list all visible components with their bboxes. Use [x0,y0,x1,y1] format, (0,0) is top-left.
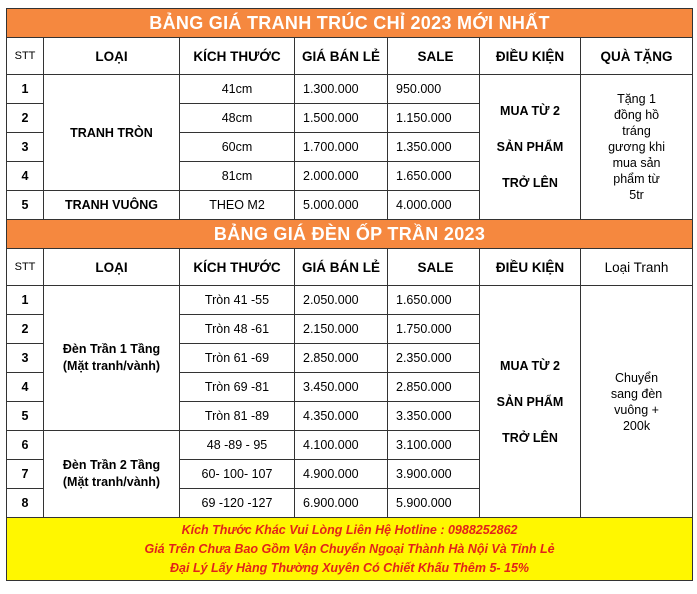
row-sale: 1.750.000 [388,315,480,344]
row-size: 81cm [180,162,295,191]
gift-line: đồng hồ [613,108,660,122]
gift-line: 5tr [629,188,644,202]
row-price: 4.350.000 [295,402,388,431]
section1-title: BẢNG GIÁ TRANH TRÚC CHỈ 2023 MỚI NHẤT [7,9,693,38]
section1-condition [480,75,581,220]
row-sale: 4.000.000 [388,191,480,220]
header-gift: QUÀ TẶNG [581,38,693,75]
row-size: Tròn 61 -69 [180,344,295,373]
row-sale: 3.900.000 [388,460,480,489]
footer-discount-note: Đại Lý Lấy Hàng Thường Xuyên Có Chiết Khấu Thêm 5- 15% [170,560,530,575]
row-stt: 2 [7,315,44,344]
row-price: 2.050.000 [295,286,388,315]
row-size: Tròn 81 -89 [180,402,295,431]
condition-line: MUA TỪ 2 [500,358,560,373]
group-one-tier [44,286,180,431]
row-sale: 3.100.000 [388,431,480,460]
row-stt: 3 [7,344,44,373]
row-sale: 950.000 [388,75,480,104]
section1-banner [7,9,693,38]
section2-header-row [7,249,693,286]
gift-line: phẩm từ [613,172,660,186]
group-label: Đèn Trần 1 Tầng [62,342,161,356]
price-table [6,8,693,581]
header-type: LOẠI [44,38,180,75]
note-line: Chuyển [615,370,659,385]
row-sale: 3.350.000 [388,402,480,431]
row-size: 69 -120 -127 [180,489,295,518]
header-condition: ĐIỀU KIỆN [480,249,581,286]
row-sale: 1.650.000 [388,286,480,315]
row-stt: 4 [7,162,44,191]
footer-hotline: Kích Thước Khác Vui Lòng Liên Hệ Hotline : 0988252862 [181,522,518,537]
header-stt: STT [7,38,44,75]
table-row [7,286,693,315]
section1-header-row [7,38,693,75]
row-price: 3.450.000 [295,373,388,402]
condition-line: SẢN PHẨM [496,140,564,154]
row-size: Tròn 41 -55 [180,286,295,315]
header-retail-price: GIÁ BÁN LẺ [295,249,388,286]
row-size: THEO M2 [180,191,295,220]
row-stt: 4 [7,373,44,402]
group-label: Đèn Trần 2 Tầng [62,458,161,472]
row-size: Tròn 48 -61 [180,315,295,344]
group-two-tier [44,431,180,518]
row-price: 1.300.000 [295,75,388,104]
gift-line: gương khi [608,140,665,154]
row-size: Tròn 69 -81 [180,373,295,402]
section2-title: BẢNG GIÁ ĐÈN ỐP TRẦN 2023 [7,220,693,249]
row-price: 2.150.000 [295,315,388,344]
row-stt: 7 [7,460,44,489]
row-stt: 5 [7,191,44,220]
header-retail-price: GIÁ BÁN LẺ [295,38,388,75]
gift-line: tráng [622,124,651,138]
header-condition: ĐIỀU KIỆN [480,38,581,75]
note-line: sang đèn [610,386,663,401]
section1-gift [581,75,693,220]
gift-line: mua sản [612,156,661,170]
row-price: 2.000.000 [295,162,388,191]
section2-condition [480,286,581,518]
footer-shipping-note: Giá Trên Chưa Bao Gồm Vận Chuyển Ngoại Thành Hà Nội Và Tỉnh Lẻ [144,541,555,556]
group-sublabel: (Mặt tranh/vành) [62,475,161,489]
group-square: TRANH VUÔNG [44,191,180,220]
condition-line: SẢN PHẨM [496,394,564,409]
row-stt: 5 [7,402,44,431]
row-price: 1.700.000 [295,133,388,162]
row-stt: 1 [7,75,44,104]
row-size: 60- 100- 107 [180,460,295,489]
header-sale: SALE [388,38,480,75]
gift-line: Tặng 1 [617,92,656,106]
group-sublabel: (Mặt tranh/vành) [62,359,161,373]
row-size: 60cm [180,133,295,162]
condition-line: MUA TỪ 2 [500,104,560,118]
row-sale: 5.900.000 [388,489,480,518]
row-size: 41cm [180,75,295,104]
row-sale: 2.350.000 [388,344,480,373]
note-line: vuông + [614,402,659,417]
section2-banner [7,220,693,249]
section2-note [581,286,693,518]
header-size: KÍCH THƯỚC [180,38,295,75]
header-painting-type: Loại Tranh [581,249,693,286]
row-sale: 1.350.000 [388,133,480,162]
footer-row [7,518,693,581]
row-price: 1.500.000 [295,104,388,133]
condition-line: TRỞ LÊN [502,430,558,445]
row-stt: 1 [7,286,44,315]
group-round: TRANH TRÒN [44,75,180,191]
row-size: 48cm [180,104,295,133]
row-stt: 3 [7,133,44,162]
row-price: 6.900.000 [295,489,388,518]
header-type: LOẠI [44,249,180,286]
header-size: KÍCH THƯỚC [180,249,295,286]
row-price: 4.900.000 [295,460,388,489]
row-stt: 2 [7,104,44,133]
note-line: 200k [622,418,651,433]
header-sale: SALE [388,249,480,286]
row-size: 48 -89 - 95 [180,431,295,460]
row-sale: 2.850.000 [388,373,480,402]
header-stt: STT [7,249,44,286]
row-sale: 1.150.000 [388,104,480,133]
row-price: 2.850.000 [295,344,388,373]
row-price: 4.100.000 [295,431,388,460]
table-row [7,75,693,104]
row-sale: 1.650.000 [388,162,480,191]
row-stt: 8 [7,489,44,518]
row-price: 5.000.000 [295,191,388,220]
condition-line: TRỞ LÊN [502,176,558,190]
footer-notes [7,518,693,581]
row-stt: 6 [7,431,44,460]
